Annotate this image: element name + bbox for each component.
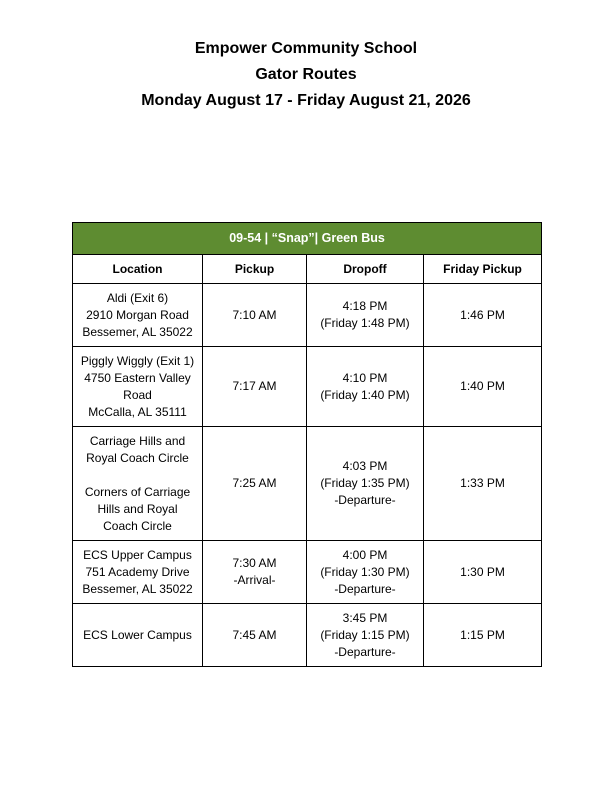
location-line: Bessemer, AL 35022 <box>82 581 193 596</box>
pickup-time: 7:25 AM <box>232 476 277 490</box>
friday-pickup-cell: 1:30 PM <box>424 541 542 604</box>
dropoff-line: -Departure- <box>334 644 396 659</box>
dropoff-line: -Departure- <box>334 581 396 596</box>
route-table <box>72 222 542 667</box>
location-line: Corners of Carriage <box>84 484 191 499</box>
friday-pickup-cell: 1:15 PM <box>424 604 542 667</box>
location-cell <box>73 284 203 347</box>
document-header <box>0 36 612 114</box>
table-row <box>73 604 542 667</box>
dropoff-cell <box>307 541 424 604</box>
location-line: McCalla, AL 35111 <box>88 404 187 419</box>
location-line: 4750 Eastern Valley <box>84 370 191 385</box>
pickup-cell <box>203 427 307 541</box>
table-row <box>73 284 542 347</box>
pickup-cell <box>203 604 307 667</box>
dropoff-cell <box>307 427 424 541</box>
pickup-time: 7:30 AM <box>232 556 277 570</box>
location-line: Carriage Hills and <box>89 433 186 448</box>
dropoff-cell <box>307 347 424 427</box>
school-name: Empower Community School <box>194 40 418 57</box>
dropoff-line: 4:18 PM <box>342 299 388 313</box>
dropoff-line: 4:00 PM <box>342 547 388 562</box>
location-line: ECS Upper Campus <box>83 547 192 562</box>
location-cell <box>73 541 203 604</box>
location-cell <box>73 347 203 427</box>
table-row <box>73 347 542 427</box>
location-cell <box>73 604 203 667</box>
location-line: Royal Coach Circle <box>86 450 189 465</box>
dropoff-line: (Friday 1:15 PM) <box>320 627 410 642</box>
pickup-time: 7:45 AM <box>232 627 277 642</box>
dropoff-line: 4:03 PM <box>342 459 388 473</box>
location-line: Hills and Royal <box>97 501 178 516</box>
dropoff-line: (Friday 1:35 PM) <box>320 476 410 490</box>
column-header-location: Location <box>73 255 203 284</box>
location-line: Aldi (Exit 6) <box>106 290 169 305</box>
location-line: Coach Circle <box>103 518 172 533</box>
location-line: ECS Lower Campus <box>83 627 192 642</box>
location-cell <box>73 427 203 541</box>
dropoff-cell <box>307 604 424 667</box>
date-range: Monday August 17 - Friday August 21, 2026 <box>141 92 471 109</box>
location-line: Road <box>123 387 152 402</box>
dropoff-line: (Friday 1:40 PM) <box>320 387 410 402</box>
dropoff-line: 3:45 PM <box>342 610 388 625</box>
friday-pickup-cell: 1:40 PM <box>424 347 542 427</box>
dropoff-line: -Departure- <box>334 493 396 507</box>
location-line: Piggly Wiggly (Exit 1) <box>80 353 195 368</box>
table-row <box>73 541 542 604</box>
pickup-time: 7:10 AM <box>232 307 277 322</box>
pickup-cell <box>203 347 307 427</box>
dropoff-line: (Friday 1:30 PM) <box>320 564 410 579</box>
pickup-cell <box>203 284 307 347</box>
pickup-time: 7:17 AM <box>232 379 277 393</box>
column-header-dropoff: Dropoff <box>307 255 424 284</box>
column-header-friday-pickup: Friday Pickup <box>424 255 542 284</box>
dropoff-line: 4:10 PM <box>342 370 388 385</box>
location-line: 2910 Morgan Road <box>86 307 189 322</box>
friday-pickup-cell: 1:46 PM <box>424 284 542 347</box>
location-line: 751 Academy Drive <box>85 564 190 579</box>
dropoff-line: (Friday 1:48 PM) <box>320 316 410 330</box>
bus-banner-row <box>73 223 542 255</box>
pickup-cell <box>203 541 307 604</box>
table-row <box>73 427 542 541</box>
friday-pickup-cell: 1:33 PM <box>424 427 542 541</box>
location-line: Bessemer, AL 35022 <box>82 324 193 339</box>
column-header-row <box>73 255 542 284</box>
location-spacer <box>76 467 199 484</box>
column-header-pickup: Pickup <box>203 255 307 284</box>
bus-banner: 09-54 | “Snap”| Green Bus <box>73 223 542 255</box>
dropoff-cell <box>307 284 424 347</box>
routes-title: Gator Routes <box>255 66 357 83</box>
pickup-note: -Arrival- <box>233 573 276 587</box>
